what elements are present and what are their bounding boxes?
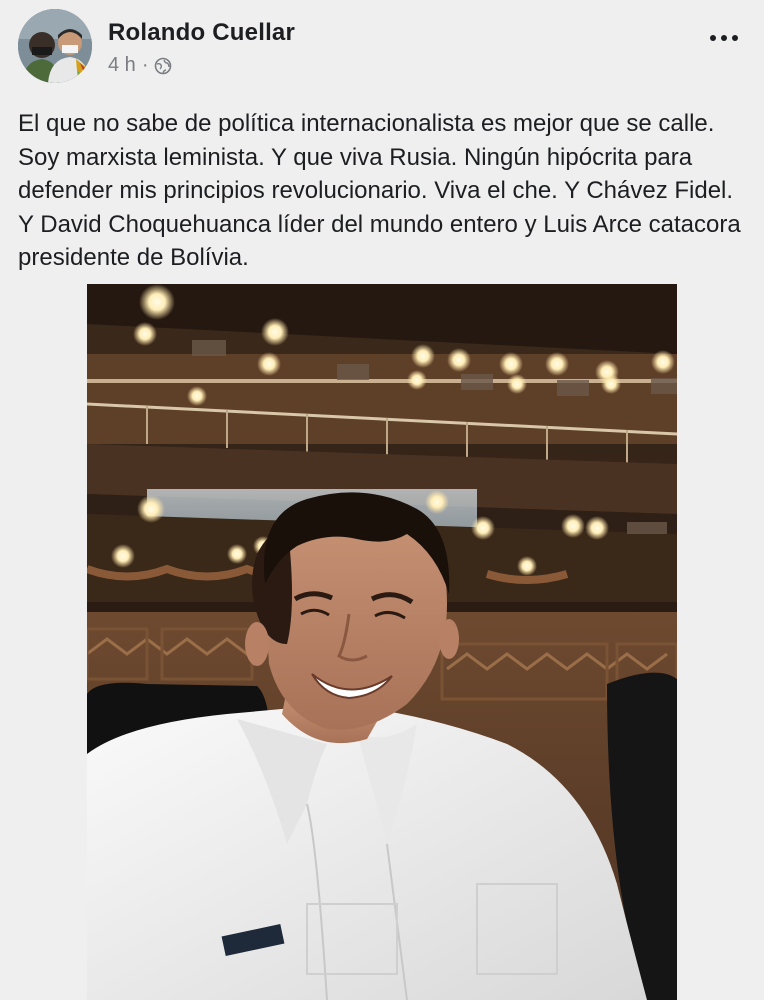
post-header (0, 0, 764, 100)
post-timestamp[interactable]: 4 h (108, 54, 136, 76)
post-photo[interactable] (87, 284, 677, 1000)
globe-icon (154, 57, 172, 75)
more-options-icon[interactable] (706, 26, 742, 50)
meta-separator: · (141, 54, 149, 76)
post-meta (108, 54, 172, 77)
author-name[interactable]: Rolando Cuellar (108, 19, 296, 46)
post-text: El que no sabe de política internacionalista es mejor que se calle. Soy marxista leminista. Y que viva Rusia. Ningún hipócrita para defender mis principios revolucionario. Viva el che. Y Chávez Fidel. Y David Choquehuanca líder del mundo entero y Luis Arce catacora presidente de Bolívia. (18, 110, 741, 271)
avatar[interactable] (18, 9, 92, 83)
